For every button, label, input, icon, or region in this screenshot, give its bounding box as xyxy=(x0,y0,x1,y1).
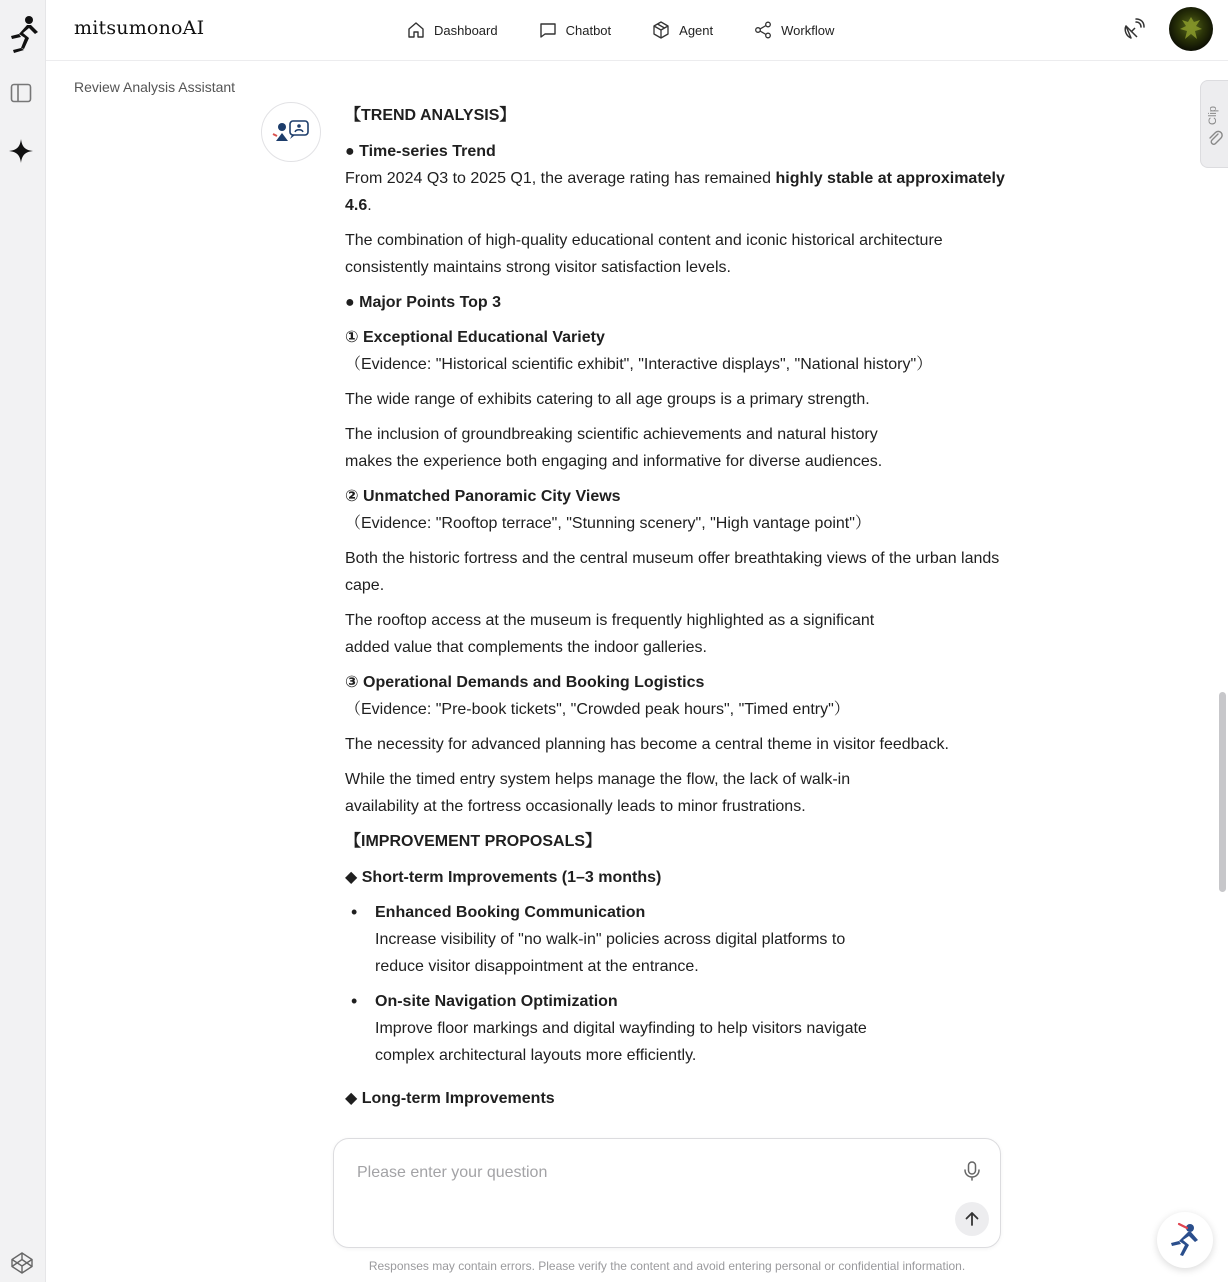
point-2-title: ② Unmatched Panoramic City Views xyxy=(345,488,621,505)
point-3-title: ③ Operational Demands and Booking Logistics xyxy=(345,674,705,691)
share-icon xyxy=(753,20,773,40)
chat-scrollbar[interactable] xyxy=(1219,692,1226,892)
improvement-heading: 【IMPROVEMENT PROPOSALS】 xyxy=(345,833,602,850)
clip-label: Clip xyxy=(1207,106,1219,125)
ninja-runner-icon xyxy=(1157,1212,1213,1268)
point-1-evidence: （Evidence: "Historical scientific exhibit", "Interactive displays", "National history"） xyxy=(345,356,933,373)
send-button[interactable] xyxy=(955,1202,989,1236)
point-1-line-2: makes the experience both engaging and informative for diverse audiences. xyxy=(345,453,883,470)
short-term-list xyxy=(345,899,1005,1069)
point-3-line-2: availability at the fortress occasionally leads to minor frustrations. xyxy=(345,798,806,815)
point-3-text-a: The necessity for advanced planning has become a central theme in visitor feedback. xyxy=(345,736,949,753)
nav-dashboard[interactable] xyxy=(406,20,498,40)
question-input-box xyxy=(333,1138,1001,1248)
list-item xyxy=(345,988,1005,1069)
ts-text-pre: From 2024 Q3 to 2025 Q1, the average rating has remained xyxy=(345,170,776,187)
point-2-evidence: （Evidence: "Rooftop terrace", "Stunning scenery", "High vantage point"） xyxy=(345,515,871,532)
assistant-message xyxy=(345,102,1005,1120)
short-item-1-line-1: Increase visibility of "no walk-in" policies across digital platforms to xyxy=(375,931,846,948)
short-item-2-line-1: Improve floor markings and digital wayfinding to help visitors navigate xyxy=(375,1020,867,1037)
left-rail xyxy=(0,0,46,1282)
point-1-text-b xyxy=(345,421,1005,475)
point-2-line-2: added value that complements the indoor galleries. xyxy=(345,639,707,656)
short-item-2-line-2: complex architectural layouts more efficiently. xyxy=(375,1047,697,1064)
disclaimer-text: Responses may contain errors. Please verify the content and avoid entering personal or confidential information. xyxy=(368,1259,966,1273)
sparkle-icon[interactable] xyxy=(8,138,34,164)
point-2-text-b xyxy=(345,607,1005,661)
arrow-up-icon xyxy=(963,1210,981,1228)
point-1-line-1: The inclusion of groundbreaking scientific achievements and natural history xyxy=(345,426,878,443)
top3-heading: ● Major Points Top 3 xyxy=(345,294,502,311)
nav-workflow[interactable] xyxy=(753,20,834,40)
main-nav xyxy=(406,0,874,60)
nav-chatbot[interactable] xyxy=(538,20,612,40)
avatar-figure-icon xyxy=(1169,7,1213,51)
assistant-chat-icon xyxy=(262,103,322,163)
satellite-dish-icon[interactable] xyxy=(1120,17,1146,43)
floating-assistant-button[interactable] xyxy=(1157,1212,1213,1268)
long-term-heading: ◆ Long-term Improvements xyxy=(345,1090,555,1107)
paperclip-icon xyxy=(1207,129,1223,147)
top-header xyxy=(46,0,1228,61)
timeseries-paragraph-2: The combination of high-quality educational content and iconic historical architecture consistently maintains strong visitor satisfaction levels. xyxy=(345,232,943,276)
nav-dashboard-label: Dashboard xyxy=(434,22,498,38)
sidebar-toggle-icon[interactable] xyxy=(10,82,32,104)
short-item-1-title: Enhanced Booking Communication xyxy=(375,904,646,921)
point-3-evidence: （Evidence: "Pre-book tickets", "Crowded peak hours", "Timed entry"） xyxy=(345,701,850,718)
codepen-icon[interactable] xyxy=(10,1251,34,1275)
short-item-2-title: On-site Navigation Optimization xyxy=(375,993,618,1010)
clip-tab[interactable] xyxy=(1200,80,1228,168)
ts-text-bold: highly stable at approximately 4.6 xyxy=(345,170,1005,214)
nav-agent-label: Agent xyxy=(679,22,714,38)
trend-analysis-heading: 【TREND ANALYSIS】 xyxy=(345,107,516,124)
list-item xyxy=(345,899,1005,980)
timeseries-paragraph-1 xyxy=(345,165,1005,219)
user-avatar[interactable] xyxy=(1169,7,1213,51)
short-item-1-line-2: reduce visitor disappointment at the entrance. xyxy=(375,958,699,975)
short-term-heading: ◆ Short-term Improvements (1–3 months) xyxy=(345,869,662,886)
point-2-text-a: Both the historic fortress and the central museum offer breathtaking views of the urban landscape. xyxy=(345,550,1000,594)
point-3-line-1: While the timed entry system helps manage the flow, the lack of walk-in xyxy=(345,771,851,788)
point-2-line-1: The rooftop access at the museum is frequently highlighted as a significant xyxy=(345,612,875,629)
box-icon xyxy=(651,20,671,40)
nav-workflow-label: Workflow xyxy=(781,22,835,38)
question-input[interactable] xyxy=(357,1161,917,1185)
ts-text-post: . xyxy=(367,197,372,214)
runner-logo-icon[interactable] xyxy=(5,14,41,54)
assistant-avatar xyxy=(261,102,321,162)
home-icon xyxy=(406,20,426,40)
microphone-icon[interactable] xyxy=(960,1159,984,1183)
point-1-text-a: The wide range of exhibits catering to all age groups is a primary strength. xyxy=(345,391,870,408)
point-1-title: ① Exceptional Educational Variety xyxy=(345,329,605,346)
chat-icon xyxy=(538,20,558,40)
point-3-text-b xyxy=(345,766,1005,820)
nav-chatbot-label: Chatbot xyxy=(565,22,612,38)
nav-agent[interactable] xyxy=(651,20,713,40)
timeseries-heading: ● Time-series Trend xyxy=(345,143,496,160)
page-title: Review Analysis Assistant xyxy=(74,79,236,95)
brand-name[interactable]: mitsumonoAI xyxy=(74,17,205,39)
